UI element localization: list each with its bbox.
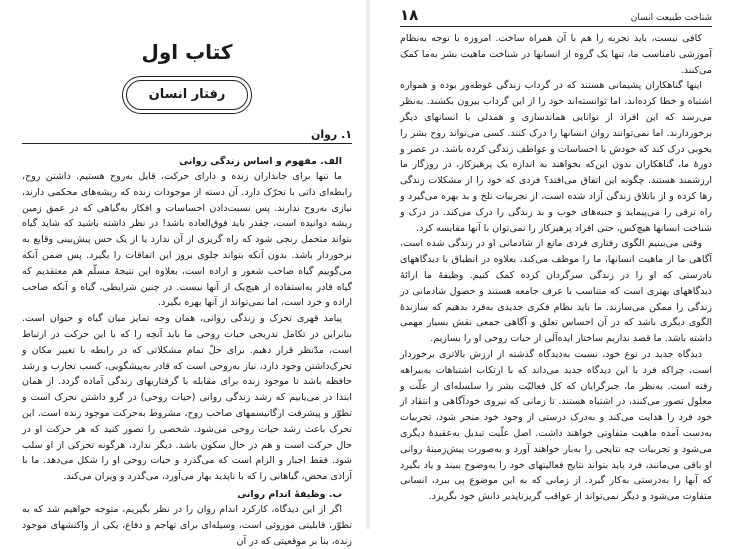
- subsection-a-body: [22, 169, 352, 485]
- paragraph: اینها گناهکاران پشیمانی هستند که در گرداب زندگی غوطه‌ور بوده و همواره اشتباه و خطا کرده‌اند، اما توانسته‌اند خود را از این گرداب بیرون بکشند. به‌نظر می‌رسد که این افراد از توانایی هماندسازی و همدلی با انسانهای دیگر برخوردارند. اما نمی‌توانند روان انسانها را درک کنند. کسی می‌تواند روح بشر را بخوبی درک کند که خودش با احساسات و عواطف زندگی کرده باشد. در عصر و دورهٔ ما، گناهکاران بدون این‌که بخواهند به اندازه یک پرهیزکار، در روزگار ما ارزشمند هستند. چگونه این اتفاق می‌افتد؟ فردی که خود را از مشکلات زندگی رها کرده و از باتلاق زندگی آزاد شده است، از تجربیات تلخ و بد بهره می‌گیرد و راه ترقی را می‌پیماید و جنبه‌های خوب و بد زندگی را درک می‌کند. در درک و شناخت انسانها هیچ‌کس، حتی افراد پرهیزکار را نمی‌توان با آنها مقایسه کرد.: [400, 80, 712, 234]
- section-heading: ۱. روان: [22, 128, 352, 144]
- page-number: ۱۸: [400, 6, 419, 24]
- right-page-body: [400, 31, 712, 505]
- paragraph: دیدگاه جدید در نوع خود، نسبت به‌دیدگاه گذشته از ارزش بالاتری برخوردار است، چراکه فرد با این دیدگاه جدید می‌داند که با ارتکاب اشتباهات به‌بیراهه رفته است. به‌نظر ما، جبرگرایان که کل فعالیّت بشر را سلسله‌ای از علّت و معلول تصور می‌کنند، در اشتباه هستند. تا زمانی که نیروی خودآگاهی و انتقاد از خود فرد را هدایت می‌کند و به‌درک درستی از وجود خود منجر شود، تجربیات به‌دست آمده ماهیت متفاوتی خواهند داشت. اصل علّیت تبدیل به‌عقیدهٔ دیگری می‌شود و تجربیات چه نتایجی را به‌بار خواهند آورد و به‌صورت پیش‌زمینهٔ روانی او باقی می‌مانند، فرد باید بتواند نتایج فعالیتهای خود را به‌وضوح ببیند و یاد بگیرد که آنها را به‌درستی به‌کار گیرد. از زمانی که به این موضوع پی ببرد، انسانی متفاوت می‌شود و دیگر نمی‌تواند از عواقب گریزناپذیر دانش خود بگریزد.: [400, 348, 712, 503]
- subsection-a-heading: الف. مفهوم و اساس زندگی روانی: [179, 156, 342, 167]
- paragraph: ما تنها برای جانداران زنده و دارای حرکت، قایل به‌روح هستیم. داشتن روح، رابطه‌ای ذاتی با تحرّک دارد. آن دسته از موجودات زنده که ریشه‌های محکمی دارند، نیازی به‌روح ندارند. پس نسبت‌دادن احساسات و افکار به‌گیاهی که در عمق زمین ریشه دوانیده است، چقدر باید فوق‌العاده باشد! در نظر داشته باشید که شاید گیاه بتواند متحمل رنجی شود که راه گریزی از آن ندارد یا از یک حس پیش‌بینی وقایع به‌ برخوردار باشد. بدون آنکه بتواند جلوی بروز این اتفاقات را بگیرد. پس ضمن آنکه می‌گوییم گیاه صاحب شعور و اراده است، بعلاوه این نتیجهٔ مسلّم هم معتقدیم که گیاه قادر به‌استفاده از هیچ‌یک از آنها نیست. در چنین شرایطی، گیاه و آنکه صاحب اراده و خرد است، اما نمی‌تواند از آنها بهره بگیرد.: [22, 171, 352, 309]
- right-page: [370, 0, 732, 529]
- book-title: کتاب اول: [141, 40, 233, 64]
- subsection-b-body: [22, 502, 352, 549]
- running-header: [400, 6, 712, 27]
- chapter-title: رفتار انسان: [126, 80, 248, 110]
- left-page: [0, 0, 366, 547]
- paragraph: اگر از این دیدگاه، کارکرد اندام روان را در نظر بگیریم، متوجه خواهیم شد که به تطوّر، قابلیتی موروثی است، وسیله‌ای برای تهاجم و دفاع، یکی از واکنشهای موجود زنده، بنا بر موقعیتی که در آن: [22, 503, 352, 547]
- paragraph: پیامد قهری تحرک و زندگی روانی، همان وجه تمایز میان گیاه و حیوان است. بنابراین در تکامل تدریجی حیات روحی ما باید آنچه را که با این حرکت در ارتباط است، مدّنظر قرار دهیم. برای حلّ تمام مشکلاتی که در رابطه با تغییر مکان و تحرک‌داشتن وجود دارد، نیاز به‌روحی است که قادر به‌پیشگویی، کسب تجارب و رشد حافظه باشد تا موجود زنده برای مقابله با گرفتاریهای زندگی آماده گردد. از همان ابتدا در می‌یابیم که رشد زندگی روانی (حیات روحی) در گرو داشتن تحرک است و تطوّر و پیشرفت ارگانیسمهای صاحب روح، مشروط به‌حرکت موجود زنده است. این تحرک باعث رشد حیات روحی می‌شود. شخصی را تصور کنید که هر حرکت او در حال حرکت است و هم در حال سکون باشد. دیگر ندارد، هرگونه تحرکی از او سلب شود. فقط اجبار و الزام است که می‌گذرد و حیات روحی او را شکل می‌دهد. ما با آزادی محض، گیاهانی را که با ناپدید بهار می‌آورد، می‌گذرد و ویران می‌کند.: [22, 313, 352, 483]
- running-title: شناخت طبیعت انسان: [630, 13, 712, 23]
- subsection-b-heading: ب. وظیفهٔ اندام روانی: [237, 488, 342, 500]
- paragraph: کافی نیست، باید تجربه را هم با آن همراه ساخت. امروزه با توجه به‌نظام آموزشی نامناسب ما، تنها یک گروه از انسانها در شناخت ماهیت بشر به‌ما کمک می‌کنند.: [400, 33, 712, 76]
- paragraph: وقتی می‌بینیم الگوی رفتاری فردی مانع از شادمانی او در زندگی شده است، آگاهی ما از ماهیت انسانها، ما را موظف می‌کند، بعلاوه در انطباق با دیدگاههای نادرستی که او را در زندگی سرگردان کرده کمک کنیم. وظیفهٔ ما ارائهٔ دیدگاههای بهتری است که متناسب با عرف جامعه هستند و حصول شادمانی در زندگی را ممکن می‌سازند. ما باید نظام فکری جدیدی به‌فرد بدهیم که سازندهٔ الگوی دیگری باشد که در آن احساس تعلق و آگاهی جمعی نقش بسیار مهمی داشته باشد. ما قصد نداریم ساختار ایده‌آلی از حیات روحی او را بسازیم.: [400, 238, 712, 345]
- chapter-title-frame: [122, 76, 252, 114]
